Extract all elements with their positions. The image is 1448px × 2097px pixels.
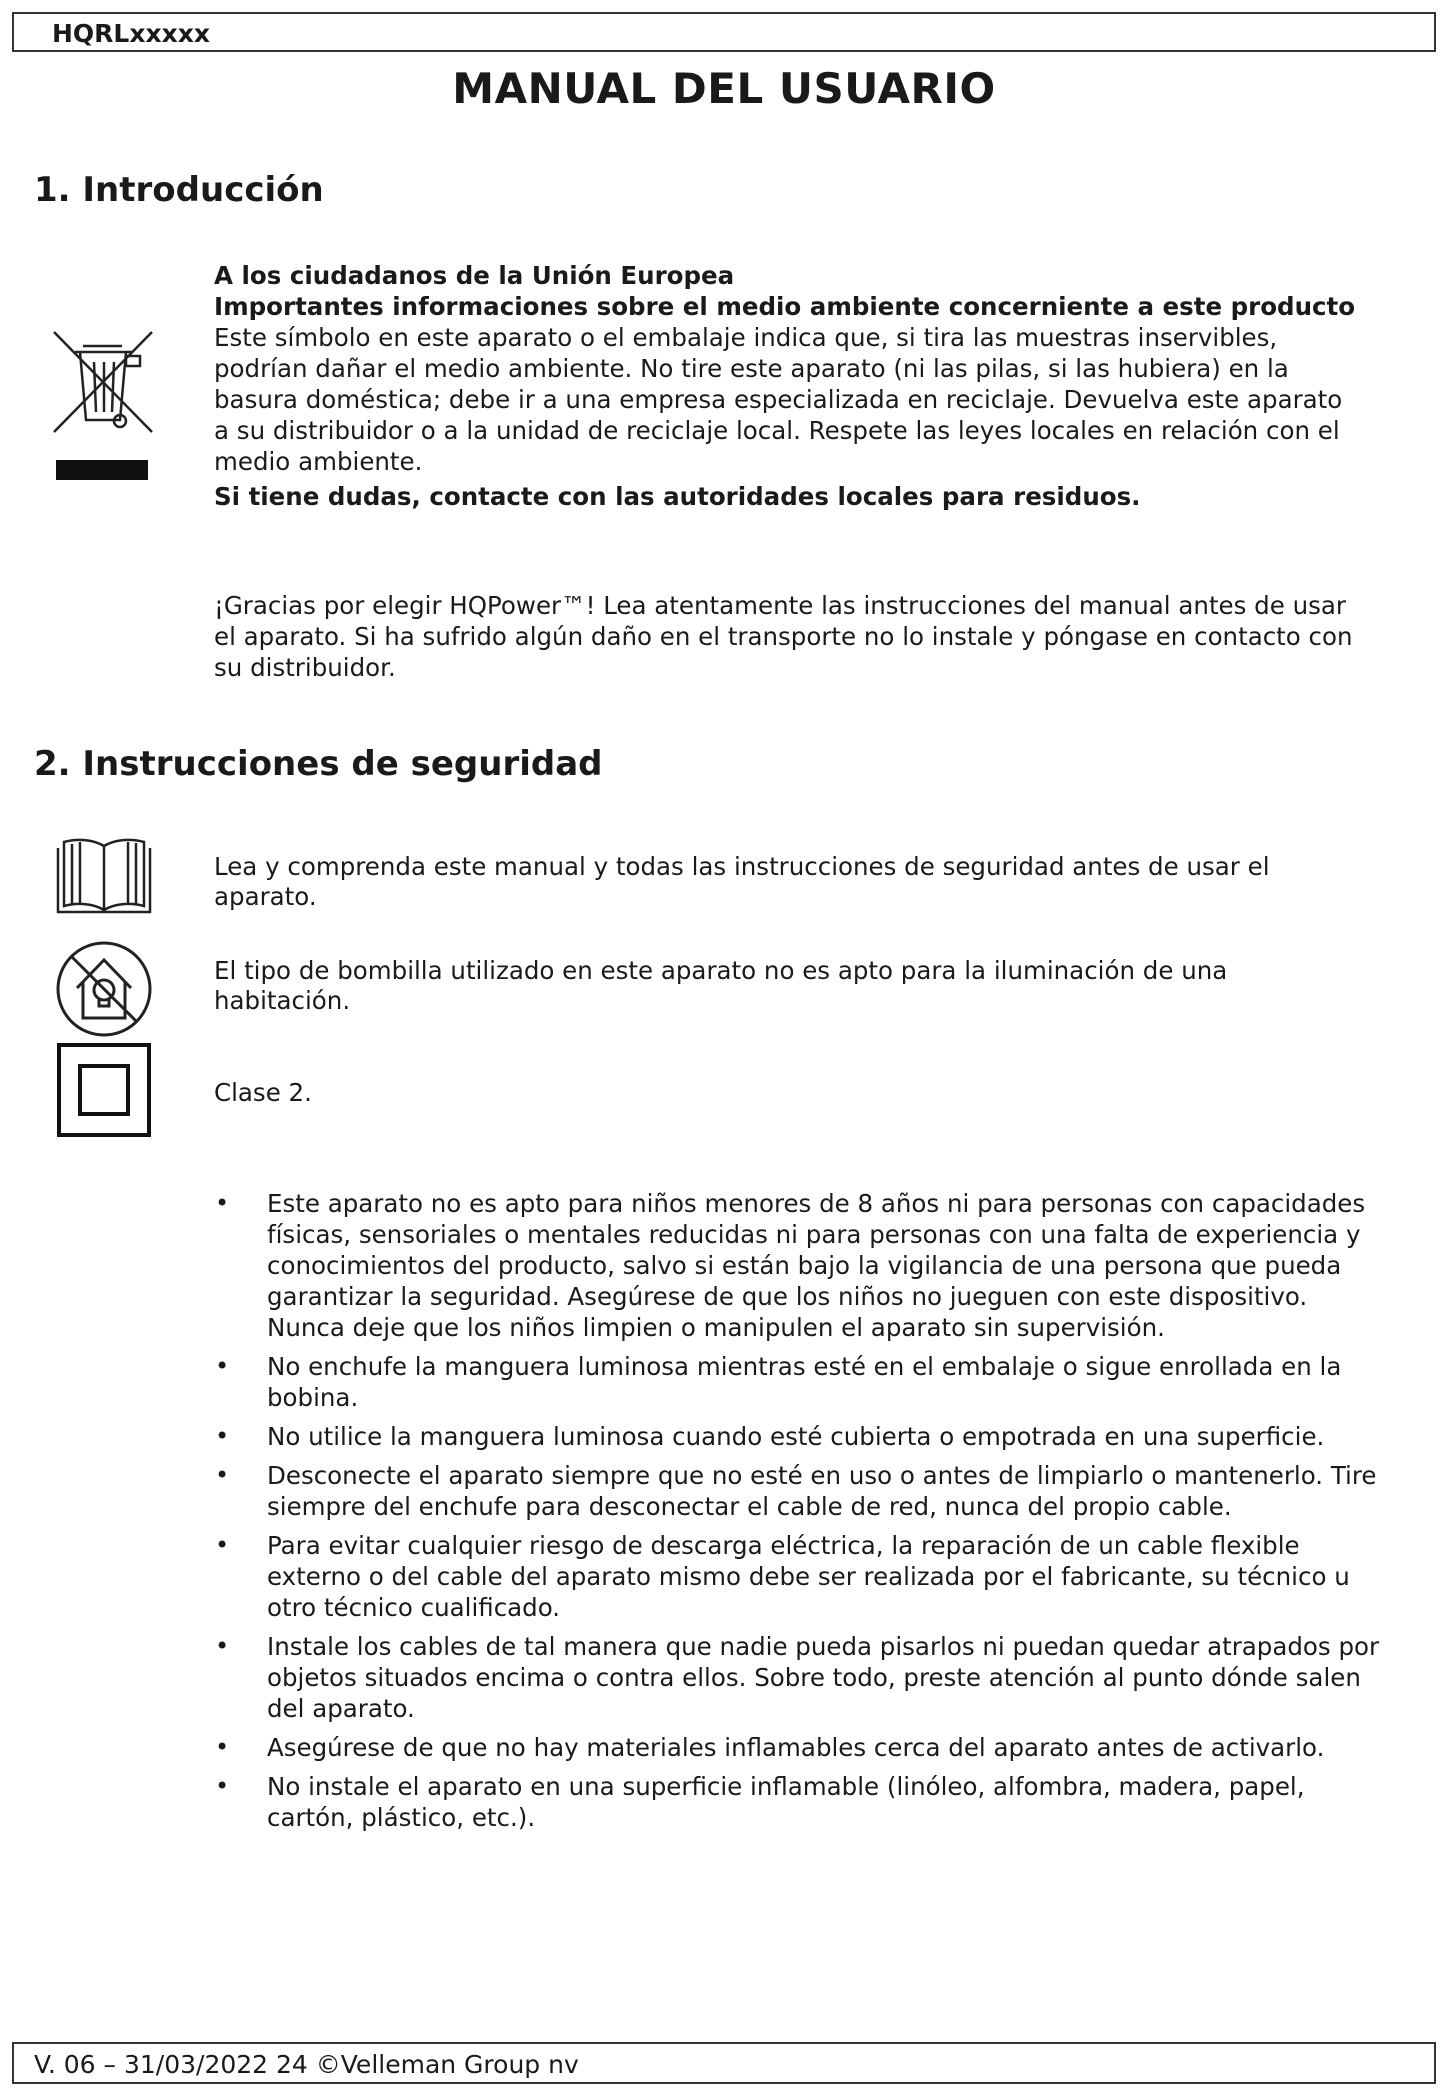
eu-notice [214, 260, 1364, 512]
product-code: HQRLxxxxx [52, 19, 210, 48]
list-item: • Desconecte el aparato siempre que no esté en uso o antes de limpiarlo o mantenerlo. Tire siempre del enchufe para desconectar el cable de red, nunca del propio cable. [200, 1460, 1380, 1522]
list-item: • No enchufe la manguera luminosa mientras esté en el embalaje o sigue enrollada en la bobina. [200, 1351, 1380, 1413]
eu-notice-body: Este símbolo en este aparato o el embalaje indica que, si tira las muestras inservibles, podrían dañar el medio ambiente. No tire este aparato (ni las pilas, si las hubiera) en la basura doméstica; debe ir a una empresa especializada en reciclaje. Devuelva este aparato a su distribuidor o a la unidad de reciclaje local. Respete las leyes locales en relación con el medio ambiente. [214, 323, 1343, 476]
class-2-icon [56, 1042, 152, 1138]
symbol-text-read-manual: Lea y comprenda este manual y todas las instrucciones de seguridad antes de usar el aparato. [214, 852, 1270, 911]
symbol-text-class-2: Clase 2. [214, 1078, 312, 1107]
list-item: • Instale los cables de tal manera que nadie pueda pisarlos ni puedan quedar atrapados por objetos situados encima o contra ellos. Sobre todo, preste atención al punto dónde salen del aparato. [200, 1631, 1380, 1724]
eu-notice-title: A los ciudadanos de la Unión Europea [214, 261, 735, 290]
section-1-heading: 1. Introducción [34, 170, 324, 210]
section-2-heading: 2. Instrucciones de seguridad [34, 744, 603, 784]
safety-bullet-list [200, 1188, 1380, 1841]
read-manual-icon [54, 834, 154, 916]
list-item: • Este aparato no es apto para niños menores de 8 años ni para personas con capacidades físicas, sensoriales o mentales reducidas ni para personas con una falta de experiencia y conocimientos del producto, salvo si están bajo la vigilancia de una persona que pueda garantizar la seguridad. Asegúrese de que los niños no jueguen con este dispositivo. Nunca deje que los niños limpien o manipulen el aparato sin supervisión. [200, 1188, 1380, 1343]
list-item: • No instale el aparato en una superficie inflamable (linóleo, alfombra, madera, papel, cartón, plástico, etc.). [200, 1771, 1380, 1833]
no-room-illumination-icon [53, 938, 155, 1040]
header-box [12, 12, 1436, 52]
eu-notice-contact: Si tiene dudas, contacte con las autoridades locales para residuos. [214, 482, 1141, 511]
weee-bin-icon [50, 328, 156, 488]
symbol-text-no-illumination: El tipo de bombilla utilizado en este aparato no es apto para la iluminación de una habitación. [214, 956, 1228, 1015]
eu-notice-subtitle: Importantes informaciones sobre el medio ambiente concerniente a este producto [214, 292, 1356, 321]
list-item: • No utilice la manguera luminosa cuando esté cubierta o empotrada en una superficie. [200, 1421, 1380, 1452]
list-item: • Para evitar cualquier riesgo de descarga eléctrica, la reparación de un cable flexible externo o del cable del aparato mismo debe ser realizada por el fabricante, su técnico u otro técnico cualificado. [200, 1530, 1380, 1623]
document-title: MANUAL DEL USUARIO [452, 64, 996, 113]
list-item: • Asegúrese de que no hay materiales inflamables cerca del aparato antes de activarlo. [200, 1732, 1380, 1763]
footer-text: V. 06 – 31/03/2022 24 ©Velleman Group nv [34, 2050, 579, 2079]
thanks-paragraph: ¡Gracias por elegir HQPower™! Lea atentamente las instrucciones del manual antes de usar el aparato. Si ha sufrido algún daño en el transporte no lo instale y póngase en contacto con su distribuidor. [214, 591, 1353, 682]
footer-box [12, 2042, 1436, 2084]
